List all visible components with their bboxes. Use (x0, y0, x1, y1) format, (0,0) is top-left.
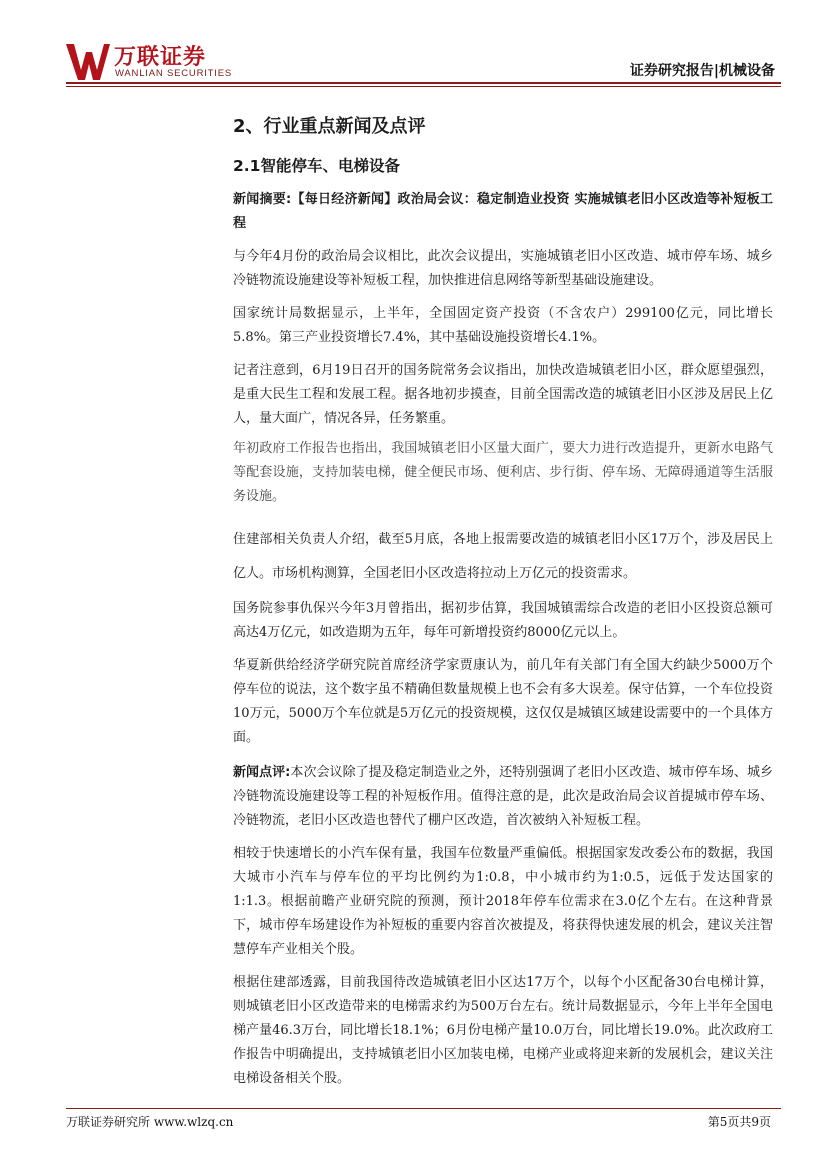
comment-paragraph: 相较于快速增长的小汽车保有量，我国车位数量严重偏低。根据国家发改委公布的数据，我国大城市小汽车与停车位的平均比例约为1:0.8，中小城市约为1:0.5，远低于发达国家的1:1.3。根据前瞻产业研究院的预测，预计2018年停车位需求在3.0亿个左右。在这种背景下，城市停车场建设作为补短板的重要内容首次被提及，将获得快速发展的机会，建议关注智慧停车产业相关个股。 (233, 846, 773, 957)
news-paragraph: 华夏新供给经济学研究院首席经济学家贾康认为，前几年有关部门有全国大约缺少5000万个停车位的说法，这个数字虽不精确但数量规模上也不会有多大误差。保守估算，一个车位投资10万元，5000万个车位就是5万亿元的投资规模，这仅仅是城镇区域建设需要中的一个具体方面。 (233, 658, 773, 745)
logo-english-name: WANLIAN SECURITIES (115, 68, 232, 79)
section-title: 2、行业重点新闻及点评 (233, 116, 426, 137)
wanlian-logo-icon (66, 44, 110, 80)
news-paragraph: 年初政府工作报告也指出，我国城镇老旧小区量大面广，要大力进行改造提升，更新水电路气等配套设施，支持加装电梯，健全便民市场、便利店、步行街、停车场、无障碍通道等生活服务设施。 (233, 441, 773, 504)
news-comment (233, 761, 773, 833)
logo-chinese-name: 万联证券 (114, 45, 207, 70)
news-comment-text: 本次会议除了提及稳定制造业之外，还特别强调了老旧小区改造、城市停车场、城乡冷链物流设施建设等工程的补短板作用。值得注意的是，此次是政治局会议首提城市停车场、冷链物流，老旧小区改造也替代了棚户区改造，首次被纳入补短板工程。 (233, 765, 773, 828)
news-summary-title: 【每日经济新闻】政治局会议：稳定制造业投资 实施城镇老旧小区改造等补短板工程 (233, 192, 773, 231)
page-number: 第5页共9页 (707, 1115, 771, 1129)
news-paragraph: 记者注意到，6月19日召开的国务院常务会议指出，加快改造城镇老旧小区，群众愿望强烈，是重大民生工程和发展工程。据各地初步摸查，目前全国需改造的城镇老旧小区涉及居民上亿人，量大面广，情况各异，任务繁重。 (233, 363, 773, 426)
main-content (233, 108, 773, 1091)
footer-divider (66, 1108, 781, 1109)
footer-source: 万联证券研究所 www.wlzq.cn (66, 1115, 234, 1129)
news-paragraph: 国家统计局数据显示，上半年，全国固定资产投资（不含农户）299100亿元，同比增长5.8%。第三产业投资增长7.4%，其中基础设施投资增长4.1%。 (233, 306, 773, 345)
header-divider (66, 82, 781, 84)
comment-paragraph: 根据住建部透露，目前我国待改造城镇老旧小区达17万个，以每个小区配备30台电梯计算，则城镇老旧小区改造带来的电梯需求约为500万台左右。统计局数据显示，今年上半年全国电梯产量46.3万台，同比增长18.1%；6月份电梯产量10.0万台，同比增长19.0%。此次政府工作报告中明确提出，支持城镇老旧小区加装电梯，电梯产业或将迎来新的发展机会，建议关注电梯设备相关个股。 (233, 975, 773, 1086)
page-header (0, 0, 827, 90)
news-summary-label: 新闻摘要: (233, 192, 292, 207)
section-subtitle: 2.1智能停车、电梯设备 (233, 157, 400, 175)
news-summary-heading (233, 188, 773, 236)
news-comment-label: 新闻点评: (233, 765, 291, 780)
news-paragraph: 与今年4月份的政治局会议相比，此次会议提出，实施城镇老旧小区改造、城市停车场、城乡冷链物流设施建设等补短板工程，加快推进信息网络等新型基础设施建设。 (233, 249, 773, 288)
news-paragraph: 住建部相关负责人介绍，截至5月底，各地上报需要改造的城镇老旧小区17万个，涉及居民上亿人。市场机构测算，全国老旧小区改造将拉动上万亿元的投资需求。 (233, 532, 773, 581)
news-paragraph: 国务院参事仇保兴今年3月曾指出，据初步估算，我国城镇需综合改造的老旧小区投资总额可高达4万亿元，如改造期为五年，每年可新增投资约8000亿元以上。 (233, 601, 773, 640)
header-divider-thin (66, 86, 781, 87)
report-type: 证券研究报告|机械设备 (629, 63, 775, 79)
